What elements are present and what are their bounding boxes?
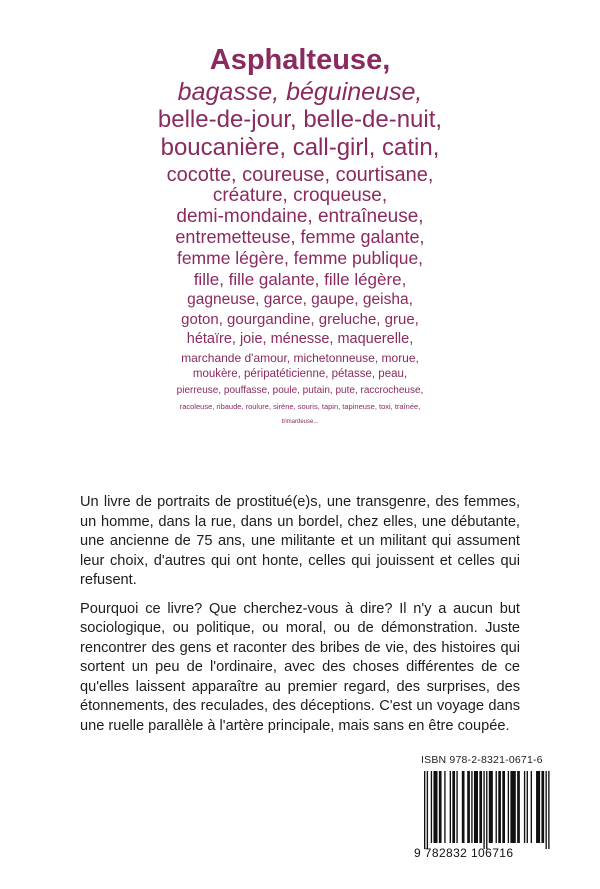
isbn-label: ISBN 978-2-8321-0671-6 <box>421 754 543 766</box>
barcode-bar <box>452 771 455 843</box>
list-line: boucanière, call-girl, catin, <box>160 134 440 161</box>
barcode-bar <box>541 771 544 843</box>
barcode-bar <box>479 771 482 843</box>
cover-title: Asphalteuse, <box>209 44 391 76</box>
barcode-bar <box>536 771 540 843</box>
list-line: racoleuse, ribaude, roulure, sirène, souris, tapin, tapineuse, toxi, traînée, <box>179 402 421 411</box>
barcode-bar <box>502 771 505 843</box>
barcode-bar <box>498 771 501 843</box>
barcode-bar <box>462 771 465 843</box>
list-line: entremetteuse, femme galante, <box>175 227 425 247</box>
barcode-bar <box>427 771 428 849</box>
list-line: bagasse, béguineuse, <box>177 78 423 106</box>
list-line: demi-mondaine, entraîneuse, <box>176 206 424 227</box>
list-line: cocotte, coureuse, courtisane, <box>166 164 434 186</box>
list-line: marchande d'amour, michetonneuse, morue, <box>181 350 419 365</box>
barcode-bar <box>439 771 442 843</box>
barcode-bar <box>517 771 520 843</box>
barcode-bar <box>450 771 451 843</box>
barcode-bar <box>444 771 445 843</box>
list-line: femme légère, femme publique, <box>176 248 424 268</box>
barcode-bar <box>431 771 432 843</box>
barcode-bar <box>496 771 497 843</box>
barcode-bar <box>456 771 457 843</box>
list-line: moukère, péripatéticienne, pétasse, peau, <box>192 367 408 380</box>
list-line: fille, fille galante, fille légère, <box>193 269 407 289</box>
barcode-bar <box>548 771 549 849</box>
barcode-bar <box>527 771 528 843</box>
barcode-bar <box>474 771 478 843</box>
blurb-paragraph-2: Pourquoi ce livre? Que cherchez-vous à dire? Il n'y a aucun but sociologique, ou politique, ou moral, ou de démonstration. Juste rencontrer des gens et raconter des bribes de vie, des histoires qui sortent un peu de l'ordinaire, avec des choses différentes de ce qu'elles laissent apparaître au premier regard, des surprises, des étonnements, des reculades, des déceptions. C'est un voyage dans une ruelle parallèle à l'artère principale, mais sans en être coupée. <box>80 600 520 734</box>
list-line: trimardeuse... <box>281 418 319 425</box>
list-line: belle-de-jour, belle-de-nuit, <box>157 106 443 133</box>
barcode-bar <box>486 771 487 849</box>
barcode-bar <box>546 771 547 849</box>
synonym-list <box>90 46 510 425</box>
barcode-bar <box>531 771 532 843</box>
isbn-barcode <box>414 752 564 862</box>
barcode-bar <box>424 771 425 849</box>
list-line: goton, gourgandine, greluche, grue, <box>181 311 419 328</box>
barcode-bar <box>467 771 470 843</box>
back-cover-blurb <box>80 493 520 745</box>
list-line: gagneuse, garce, gaupe, geisha, <box>187 290 413 308</box>
barcode-bar <box>433 771 437 843</box>
barcode-bar <box>510 771 515 843</box>
barcode-bar <box>483 771 484 849</box>
blurb-paragraph-1: Un livre de portraits de prostitué(e)s, une transgenre, des femmes, un homme, dans la rue, dans un bordel, chez elles, une débutante, une ancienne de 75 ans, une militante et un militant qui assument leur choix, d'autres qui ont honte, celles qui jouissent et celles qui refusent. <box>80 494 520 588</box>
barcode-image <box>414 769 564 849</box>
barcode-bar <box>524 771 525 843</box>
barcode-digits: 9 782832 106716 <box>414 846 514 860</box>
barcode-bar <box>489 771 493 843</box>
barcode-bar <box>508 771 509 843</box>
list-line: créature, croqueuse, <box>212 185 388 206</box>
list-line: pierreuse, pouffasse, poule, putain, pute, raccrocheuse, <box>176 385 424 396</box>
list-line: hétaïre, joie, ménesse, maquerelle, <box>186 331 414 347</box>
barcode-bar <box>471 771 472 843</box>
